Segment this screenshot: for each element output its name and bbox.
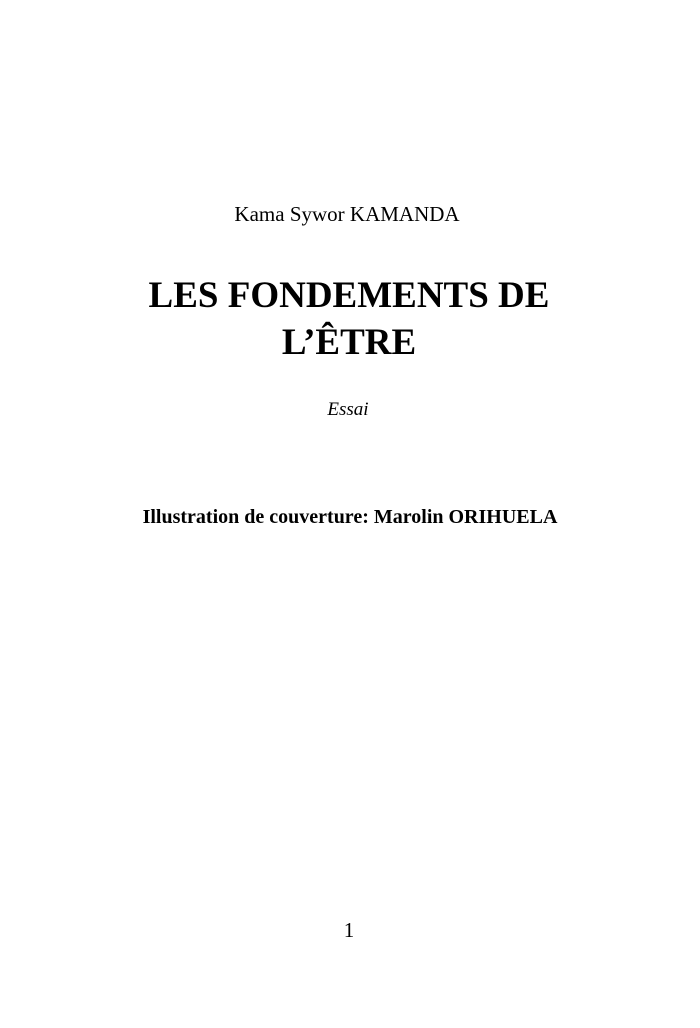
page-number: 1 xyxy=(343,918,355,942)
title-line-2: L’ÊTRE xyxy=(281,322,417,363)
cover-illustration-credit: Illustration de couverture: Marolin ORIHUELA xyxy=(142,506,558,528)
author-name: Kama Sywor KAMANDA xyxy=(234,202,460,226)
title-line-1: LES FONDEMENTS DE xyxy=(148,275,550,316)
genre-label: Essai xyxy=(327,399,369,420)
book-title xyxy=(0,272,699,366)
